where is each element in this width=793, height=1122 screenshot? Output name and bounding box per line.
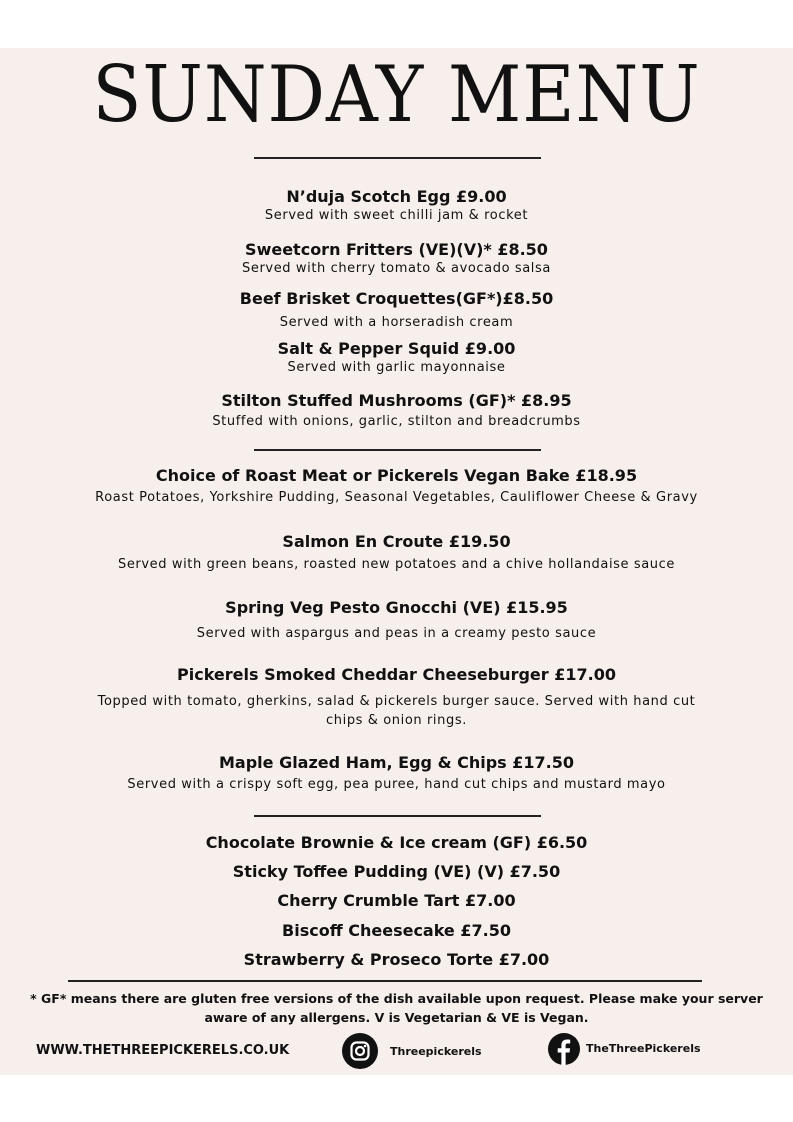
- main-desc: Served with green beans, roasted new potatoes and a chive hollandaise sauce: [117, 557, 675, 572]
- dessert-item: Biscoff Cheesecake £7.50: [282, 921, 511, 940]
- main-desc: Topped with tomato, gherkins, salad & pickerels burger sauce. Served with hand cut chips & onion rings.: [97, 694, 696, 728]
- starter-name: Sweetcorn Fritters (VE)(V)* £8.50: [245, 240, 548, 259]
- main-name: Choice of Roast Meat or Pickerels Vegan Bake £18.95: [155, 466, 638, 485]
- divider-bottom: [68, 980, 702, 982]
- starter-desc: Served with a horseradish cream: [279, 315, 514, 330]
- starter-desc: Served with sweet chilli jam & rocket: [264, 208, 529, 223]
- divider-top: [254, 157, 541, 159]
- main-name: Pickerels Smoked Cheddar Cheeseburger £17.00: [177, 665, 616, 684]
- facebook-handle[interactable]: TheThreePickerels: [586, 1042, 701, 1055]
- starter-name: N’duja Scotch Egg £9.00: [286, 187, 507, 206]
- main-name: Spring Veg Pesto Gnocchi (VE) £15.95: [225, 598, 568, 617]
- instagram-icon[interactable]: [342, 1033, 378, 1069]
- starter-name: Beef Brisket Croquettes(GF*)£8.50: [239, 289, 554, 308]
- starter-desc: Served with garlic mayonnaise: [287, 360, 506, 375]
- menu-title: SUNDAY MENU: [92, 50, 701, 140]
- dessert-item: Cherry Crumble Tart £7.00: [277, 891, 516, 910]
- dessert-item: Sticky Toffee Pudding (VE) (V) £7.50: [232, 862, 561, 881]
- main-name: Salmon En Croute £19.50: [282, 532, 511, 551]
- menu-sheet: [0, 48, 793, 1075]
- divider-mains: [254, 815, 541, 817]
- starter-name: Salt & Pepper Squid £9.00: [277, 339, 516, 358]
- starter-desc: Stuffed with onions, garlic, stilton and breadcrumbs: [212, 414, 581, 429]
- dessert-item: Chocolate Brownie & Ice cream (GF) £6.50: [205, 833, 588, 852]
- main-name: Maple Glazed Ham, Egg & Chips £17.50: [218, 753, 575, 772]
- instagram-handle[interactable]: Threepickerels: [390, 1045, 482, 1058]
- facebook-icon[interactable]: [548, 1033, 580, 1065]
- main-desc: Roast Potatoes, Yorkshire Pudding, Seasonal Vegetables, Cauliflower Cheese & Gravy: [95, 490, 698, 505]
- website-link[interactable]: WWW.THETHREEPICKERELS.CO.UK: [36, 1043, 290, 1058]
- main-desc: Served with aspargus and peas in a creamy pesto sauce: [196, 626, 597, 641]
- dessert-item: Strawberry & Proseco Torte £7.00: [243, 950, 550, 969]
- allergen-note: * GF* means there are gluten free versions of the dish available upon request. Please make your server aware of any allergens. V is Vegetarian & VE is Vegan.: [30, 991, 763, 1025]
- divider-starters: [254, 449, 541, 451]
- main-desc: Served with a crispy soft egg, pea puree, hand cut chips and mustard mayo: [127, 777, 666, 792]
- starter-desc: Served with cherry tomato & avocado salsa: [242, 261, 551, 276]
- starter-name: Stilton Stuffed Mushrooms (GF)* £8.95: [221, 391, 572, 410]
